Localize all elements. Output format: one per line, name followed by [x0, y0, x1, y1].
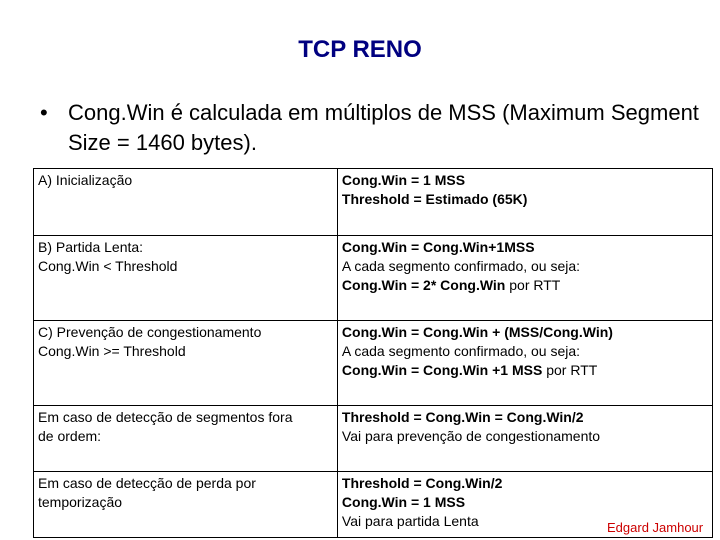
rule-line: Cong.Win = Cong.Win + (MSS/Cong.Win) [341, 324, 613, 340]
row-label-cell [34, 321, 338, 406]
author-credit: Edgard Jamhour [607, 520, 704, 535]
rule-line: Threshold = Cong.Win/2 [341, 475, 503, 491]
bullet-text: Cong.Win é calculada em múltiplos de MSS (Maximum Segment Size = 1460 bytes). [68, 100, 699, 155]
row-label-line: Cong.Win >= Threshold [38, 343, 186, 359]
bullet-symbol: • [40, 100, 48, 125]
tcp-reno-table [33, 168, 713, 538]
table-row [34, 236, 713, 321]
row-label-cell [34, 236, 338, 321]
rule-suffix: por RTT [505, 277, 561, 293]
row-label-line: Cong.Win < Threshold [38, 258, 178, 274]
rule-formula: Cong.Win = 2* Cong.Win [341, 277, 506, 293]
row-rule-cell [337, 169, 712, 236]
rule-line: A cada segmento confirmado, ou seja: [341, 258, 581, 274]
rule-line: Threshold = Estimado (65K) [341, 191, 528, 207]
row-label-line: Em caso de detecção de segmentos fora [38, 409, 293, 425]
row-label-line: A) Inicialização [38, 172, 133, 188]
rule-line: Cong.Win = Cong.Win+1MSS [341, 239, 535, 255]
rule-line: Cong.Win = 1 MSS [341, 494, 466, 510]
rule-line-mixed [342, 276, 708, 295]
rule-line-mixed [342, 361, 708, 380]
rule-formula: Cong.Win = Cong.Win +1 MSS [341, 362, 543, 378]
table-row [34, 406, 713, 472]
rule-suffix: por RTT [542, 362, 598, 378]
table-row [34, 321, 713, 406]
row-label-line: B) Partida Lenta: [38, 239, 144, 255]
row-label-cell [34, 406, 338, 472]
table-row [34, 169, 713, 236]
row-rule-cell [337, 406, 712, 472]
row-label-cell [34, 472, 338, 538]
bullet-point [40, 98, 708, 158]
rule-line: Threshold = Cong.Win = Cong.Win/2 [341, 409, 584, 425]
row-label-line: de ordem: [38, 428, 102, 444]
rule-line: Vai para prevenção de congestionamento [341, 428, 601, 444]
row-label-line: temporização [38, 494, 123, 510]
rule-line: Cong.Win = 1 MSS [341, 172, 466, 188]
row-label-line: C) Prevenção de congestionamento [38, 324, 262, 340]
rule-line: A cada segmento confirmado, ou seja: [341, 343, 581, 359]
rule-line: Vai para partida Lenta [341, 513, 479, 529]
row-rule-cell [337, 321, 712, 406]
slide-title: TCP RENO [298, 36, 422, 63]
row-label-line: Em caso de detecção de perda por [38, 475, 256, 491]
row-rule-cell [337, 236, 712, 321]
row-label-cell [34, 169, 338, 236]
